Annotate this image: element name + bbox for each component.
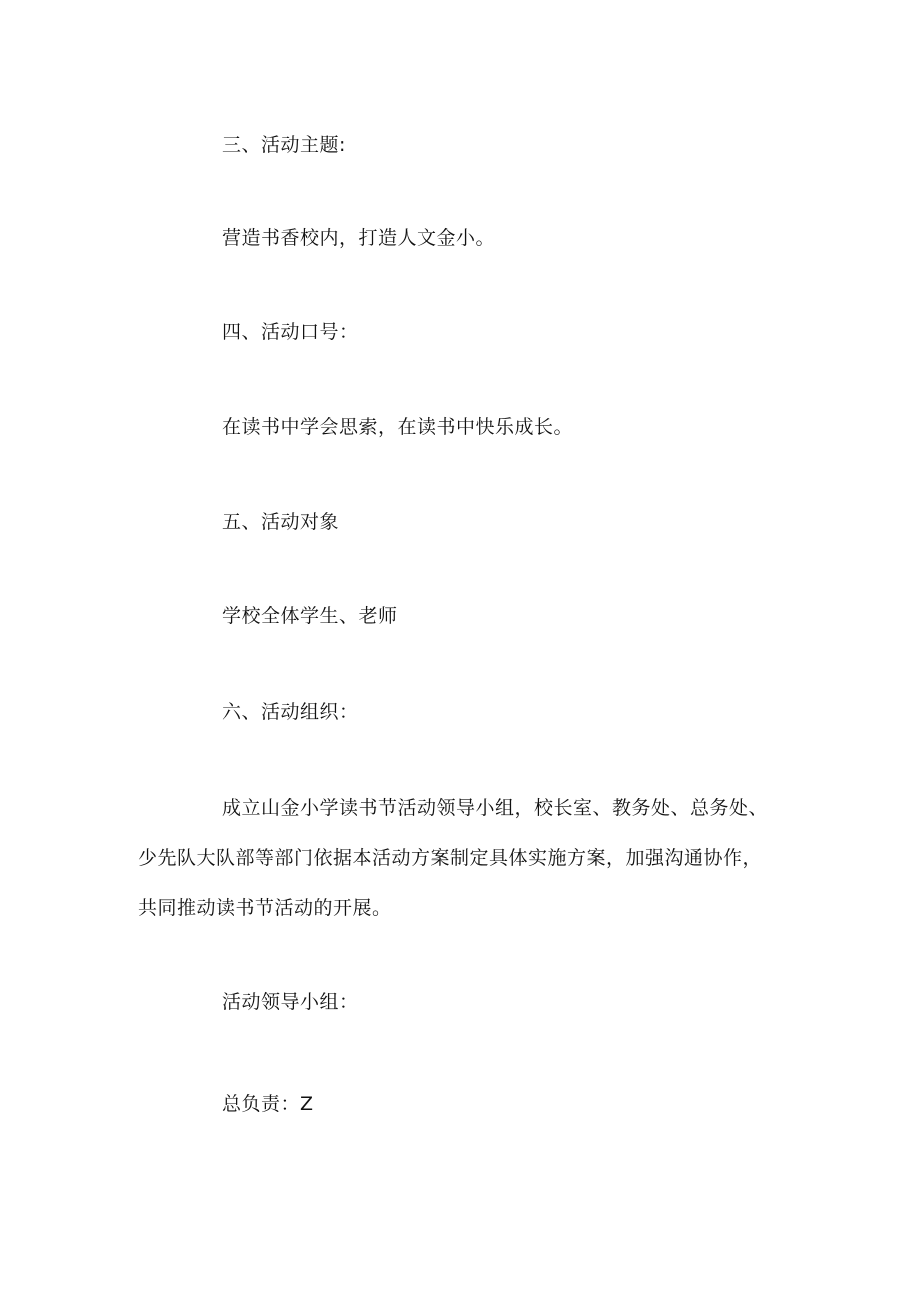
activity-slogan-text: 在读书中学会思索，在读书中快乐成长。 bbox=[222, 416, 574, 438]
organization-paragraph-line-2: 少先队大队部等部门依据本活动方案制定具体实施方案，加强沟通协作， bbox=[138, 847, 763, 869]
organization-paragraph-line-3: 共同推动读书节活动的开展。 bbox=[138, 897, 392, 919]
leader-line: 总负责：Z bbox=[222, 1093, 314, 1115]
heading-activity-slogan: 四、活动口号： bbox=[222, 321, 359, 343]
leadership-group-heading: 活动领导小组： bbox=[222, 991, 359, 1013]
organization-paragraph-line-1: 成立山金小学读书节活动领导小组，校长室、教务处、总务处、 bbox=[222, 797, 769, 819]
heading-activity-target: 五、活动对象 bbox=[222, 511, 340, 533]
heading-activity-organization: 六、活动组织： bbox=[222, 701, 359, 723]
activity-target-text: 学校全体学生、老师 bbox=[222, 605, 398, 627]
activity-theme-text: 营造书香校内，打造人文金小。 bbox=[222, 227, 496, 249]
heading-activity-theme: 三、活动主题: bbox=[222, 134, 346, 156]
